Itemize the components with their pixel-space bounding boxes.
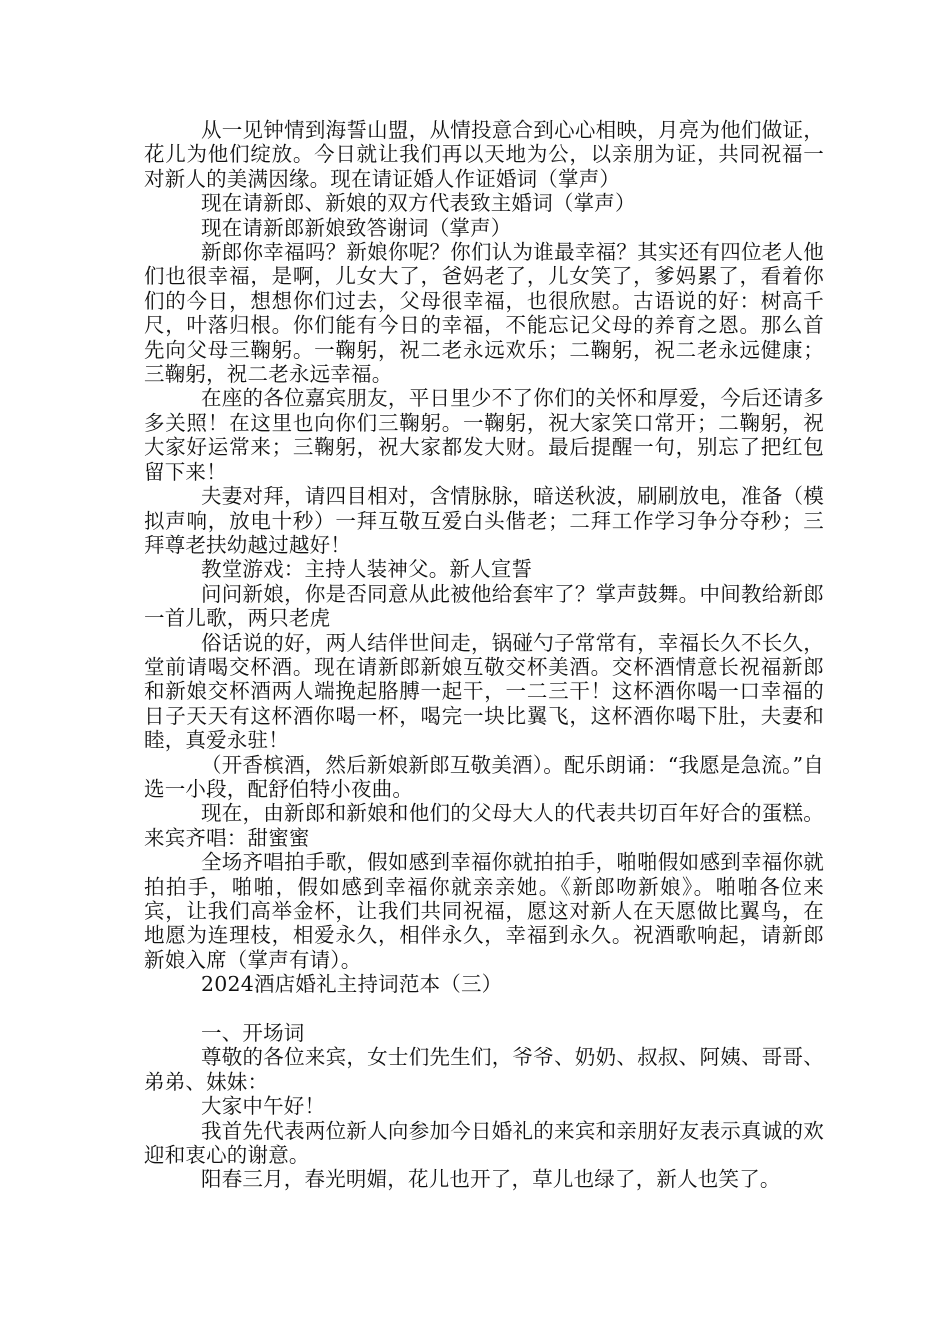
paragraph-5: 在座的各位嘉宾朋友，平日里少不了你们的关怀和厚爱，今后还请多多关照！在这里也向你们三鞠躬。一鞠躬，祝大家笑口常开；二鞠躬，祝大家好运常来；三鞠躬，祝大家都发大财。最后提醒一句，别忘了把红包留下来！	[144, 386, 824, 484]
document-page	[144, 118, 824, 1192]
paragraph-1: 从一见钟情到海誓山盟，从情投意合到心心相映，月亮为他们做证，花儿为他们绽放。今日就让我们再以天地为公，以亲朋为证，共同祝福一对新人的美满因缘。现在请证婚人作证婚词（掌声）	[144, 118, 824, 191]
paragraph-15: 我首先代表两位新人向参加今日婚礼的来宾和亲朋好友表示真诚的欢迎和衷心的谢意。	[144, 1118, 824, 1168]
paragraph-12: 全场齐唱拍手歌，假如感到幸福你就拍拍手，啪啪假如感到幸福你就拍拍手，啪啪，假如感到幸福你就亲亲她。《新郎吻新娘》。啪啪各位来宾，让我们高举金杯，让我们共同祝福，愿这对新人在天愿做比翼鸟，在地愿为连理枝，相爱永久，相伴永久，幸福到永久。祝酒歌响起，请新郎新娘入席（掌声有请）。	[144, 850, 824, 972]
paragraph-4: 新郎你幸福吗？新娘你呢？你们认为谁最幸福？其实还有四位老人他们也很幸福，是啊，儿女大了，爸妈老了，儿女笑了，爹妈累了，看着你们的今日，想想你们过去，父母很幸福，也很欣慰。古语说的好：树高千尺，叶落归根。你们能有今日的幸福，不能忘记父母的养育之恩。那么首先向父母三鞠躬。一鞠躬，祝二老永远欢乐；二鞠躬，祝二老永远健康；三鞠躬，祝二老永远幸福。	[144, 240, 824, 387]
paragraph-6: 夫妻对拜，请四目相对，含情脉脉，暗送秋波，刷刷放电，准备（模拟声响，放电十秒）一拜互敬互爱白头偕老；二拜工作学习争分夺秒；三拜尊老扶幼越过越好！	[144, 484, 824, 557]
section-heading: 2024酒店婚礼主持词范本（三）	[201, 972, 503, 997]
paragraph-8: 问问新娘，你是否同意从此被他给套牢了？掌声鼓舞。中间教给新郎一首儿歌，两只老虎	[144, 581, 824, 631]
paragraph-9: 俗话说的好，两人结伴世间走，锅碰勺子常常有，幸福长久不长久，堂前请喝交杯酒。现在请新郎新娘互敬交杯美酒。交杯酒情意长祝福新郎和新娘交杯酒两人端挽起胳膊一起干，一二三干！这杯酒你喝一口幸福的日子天天有这杯酒你喝一杯，喝完一块比翼飞，这杯酒你喝下肚，夫妻和睦，真爱永驻！	[144, 630, 824, 753]
paragraph-2: 现在请新郎、新娘的双方代表致主婚词（掌声）	[201, 191, 636, 216]
paragraph-10: （开香槟酒，然后新娘新郎互敬美酒）。配乐朗诵：“我愿是急流。”自选一小段，配舒伯特小夜曲。	[144, 752, 824, 801]
paragraph-14: 大家中午好！	[201, 1094, 326, 1119]
paragraph-11: 现在，由新郎和新娘和他们的父母大人的代表共切百年好合的蛋糕。来宾齐唱：甜蜜蜜	[144, 801, 824, 850]
blank-line	[144, 997, 824, 1021]
paragraph-7: 教堂游戏：主持人装神父。新人宣誓	[201, 557, 533, 582]
paragraph-13: 尊敬的各位来宾，女士们先生们，爷爷、奶奶、叔叔、阿姨、哥哥、弟弟、妹妹：	[144, 1045, 824, 1094]
subsection-heading: 一、开场词	[201, 1021, 305, 1046]
paragraph-16: 阳春三月，春光明媚，花儿也开了，草儿也绿了，新人也笑了。	[201, 1167, 781, 1192]
paragraph-3: 现在请新郎新娘致答谢词（掌声）	[201, 215, 512, 240]
